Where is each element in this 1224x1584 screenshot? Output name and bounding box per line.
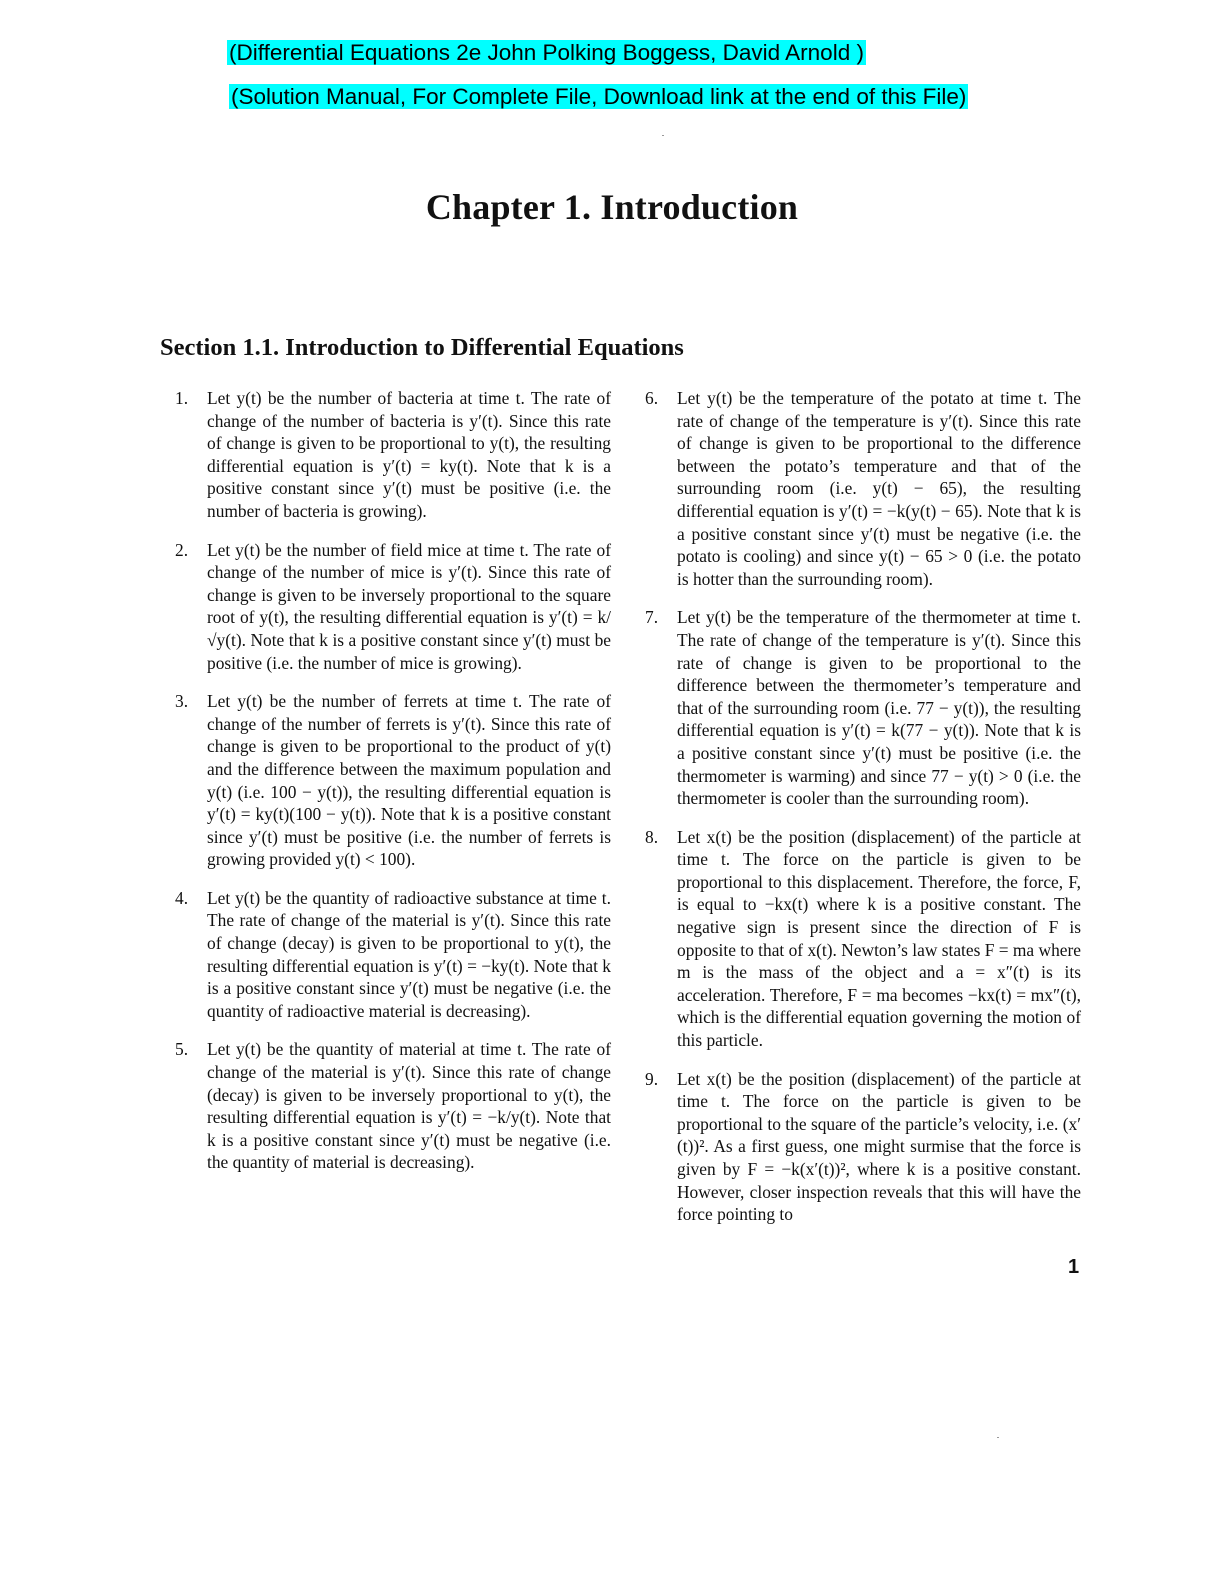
scan-speck (997, 1437, 999, 1438)
banner-title-text: (Differential Equations 2e John Polking Boggess, David Arnold ) (229, 40, 864, 65)
problem-text: Let x(t) be the position (displacement) of the particle at time t. The force on the particle is given to be proportional to this displacement. Therefore, the force, F, is equal to −kx(t) where k is a positive constant. The negative sign is present since the direction of F is opposite to that of x(t). Newton’s law states F = ma where m is the mass of the object and a = x″(t) is its acceleration. Therefore, F = ma becomes −kx(t) = mx″(t), which is the differential equation governing the motion of this particle. (677, 826, 1081, 1051)
problem-item (170, 1038, 611, 1174)
problem-text: Let x(t) be the position (displacement) of the particle at time t. The force on the particle is given to be proportional to the square of the particle’s velocity, i.e. (x′(t))². As a first guess, one might surmise that the force is given by F = −k(x′(t))², where k is a positive constant. However, closer inspection reveals that this will have the force pointing to (677, 1068, 1081, 1225)
problem-item (170, 690, 611, 871)
problem-text: Let y(t) be the temperature of the potato at time t. The rate of change of the temperature is y′(t). Since this rate of change is given to be proportional to the difference between the potato’s temperature and that of the surrounding room (i.e. y(t) − 65), the resulting differential equation is y′(t) = −k(y(t) − 65). Note that k is a positive constant since y′(t) must be negative (i.e. the potato is cooling) and since y(t) − 65 > 0 (i.e. the potato is hotter than the surrounding room). (677, 388, 1081, 589)
problem-number: 4. (175, 887, 189, 908)
problem-text: Let y(t) be the number of bacteria at time t. The rate of change of the number of bacteria is y′(t). Since this rate of change is given to be proportional to y(t), the resulting differential equation is y′(t) = ky(t). Note that k is a positive constant since y′(t) must be positive (i.e. the number of bacteria is growing). (207, 388, 611, 521)
problems-right-column (640, 387, 1081, 1241)
problem-text: Let y(t) be the temperature of the thermometer at time t. The rate of change of the temperature is y′(t). Since this rate of change is given to be proportional to the difference between the thermometer’s temperature and that of the surrounding room (i.e. 77 − y(t)), the resulting differential equation is y′(t) = k(77 − y(t)). Note that k is a positive constant since y′(t) must be positive (i.e. the thermometer is warming) and since 77 − y(t) > 0 (i.e. the thermometer is cooler than the surrounding room). (677, 607, 1081, 809)
problem-item (170, 539, 611, 675)
problem-text: Let y(t) be the number of field mice at time t. The rate of change of the number of mice is y′(t). Since this rate of change is given to be inversely proportional to the square root of y(t), the resulting differential equation is y′(t) = k/√y(t). Note that k is a positive constant since y′(t) must be positive (i.e. the number of mice is growing). (207, 539, 611, 673)
problem-number: 6. (645, 388, 659, 408)
problem-number: 7. (645, 607, 659, 628)
problem-number: 1. (175, 388, 189, 408)
banner-download-line (229, 83, 968, 110)
problem-number: 8. (645, 826, 659, 847)
banner-title-line (227, 39, 866, 66)
problem-item (640, 826, 1081, 1052)
problem-text: Let y(t) be the quantity of material at time t. The rate of change of the material is y′(t). Since this rate of change (decay) is given to be inversely proportional to y(t), the resulting differential equation is y′(t) = −k/y(t). Note that k is a positive constant since y′(t) must be negative (i.e. the quantity of material is decreasing). (207, 1039, 611, 1173)
problem-number: 9. (645, 1068, 659, 1089)
problem-item (640, 606, 1081, 809)
section-title: Section 1.1. Introduction to Differential Equations (160, 334, 684, 361)
problem-text: Let y(t) be the quantity of radioactive substance at time t. The rate of change of the material is y′(t). Since this rate of change (decay) is given to be proportional to y(t), the resulting differential equation is y′(t) = −ky(t). Note that k is a positive constant since y′(t) must be negative (i.e. the quantity of radioactive material is decreasing). (207, 887, 611, 1021)
page-number: 1 (1068, 1256, 1080, 1278)
problem-item (640, 1068, 1081, 1226)
problem-number: 5. (175, 1039, 189, 1060)
problem-number: 2. (175, 539, 189, 560)
banner-download-text: (Solution Manual, For Complete File, Download link at the end of this File) (231, 84, 967, 109)
scan-speck (662, 135, 664, 136)
problem-number: 3. (175, 691, 189, 712)
problem-text: Let y(t) be the number of ferrets at time t. The rate of change of the number of ferrets is y′(t). Since this rate of change is given to be proportional to the product of y(t) and the difference between the maximum population and y(t) (i.e. 100 − y(t)), the resulting differential equation is y′(t) = ky(t)(100 − y(t)). Note that k is a positive constant since y′(t) must be positive (i.e. the number of ferrets is growing provided y(t) < 100). (207, 691, 611, 870)
problem-item (640, 387, 1081, 590)
problem-item (170, 387, 611, 523)
chapter-title: Chapter 1. Introduction (425, 187, 799, 227)
problem-item (170, 887, 611, 1023)
problems-left-column (170, 387, 611, 1189)
